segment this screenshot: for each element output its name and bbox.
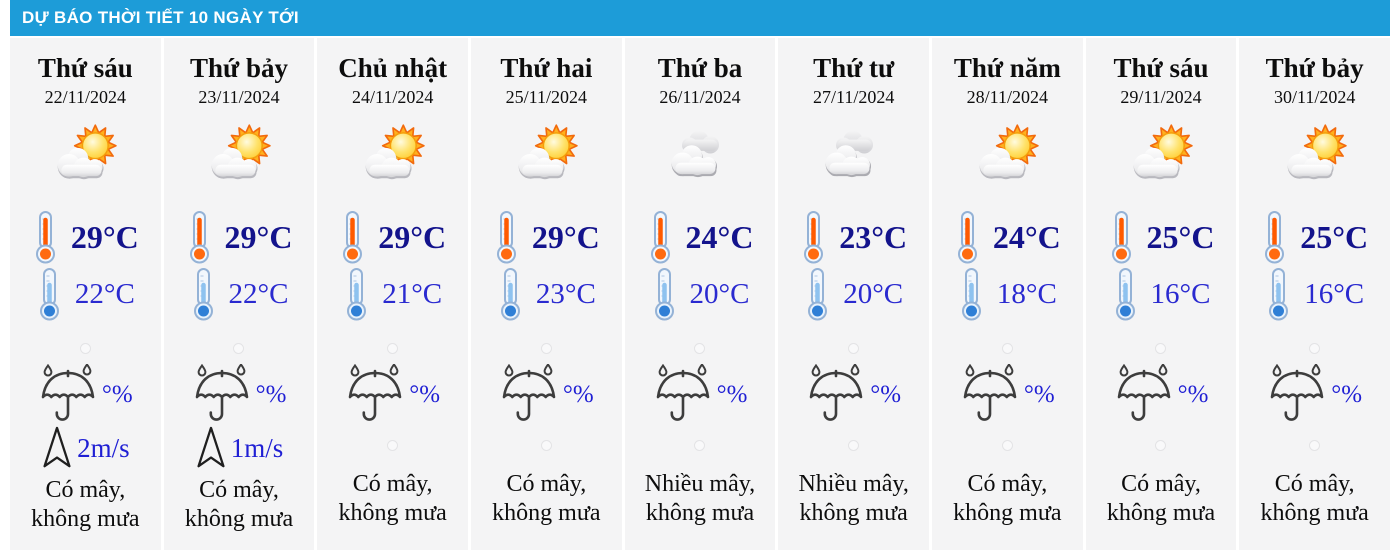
weather-condition-icon [204, 118, 274, 190]
placeholder-dot [80, 343, 91, 354]
forecast-day-column [625, 38, 776, 550]
thermo-high-icon [493, 210, 520, 264]
placeholder-dot-row [80, 342, 91, 354]
wind-row [1309, 426, 1320, 464]
weather-icon [1280, 119, 1350, 189]
weather-condition-icon [665, 118, 735, 190]
placeholder-dot [387, 440, 398, 451]
day-name: Thứ bảy [189, 53, 288, 83]
day-name: Chủ nhật [338, 53, 448, 83]
temp-low-value: 16°C [1150, 277, 1211, 310]
rain-chance-row [806, 364, 901, 426]
weather-icon [204, 119, 274, 189]
placeholder-dot [1309, 440, 1320, 451]
temp-low-value: 16°C [1304, 277, 1365, 310]
rain-chance-row [499, 364, 594, 426]
wind-row [195, 426, 284, 470]
umbrella-icon [653, 364, 713, 426]
umbrella-icon [1267, 364, 1327, 426]
weather-icon [50, 119, 120, 189]
temp-high-row [339, 210, 446, 264]
temp-high-row [32, 210, 139, 264]
weather-icon [358, 119, 428, 189]
umbrella-icon [806, 364, 866, 426]
day-date: 22/11/2024 [44, 87, 126, 107]
rain-chance-row [1114, 364, 1209, 426]
thermo-low-icon [343, 267, 370, 321]
temp-low-value: 20°C [843, 277, 904, 310]
day-name: Thứ tư [813, 53, 895, 83]
temp-low-row [190, 268, 289, 320]
wind-arrow-icon [195, 426, 227, 470]
wind-row [1002, 426, 1013, 464]
placeholder-dot [694, 440, 705, 451]
forecast-grid [10, 38, 1390, 550]
placeholder-dot [694, 343, 705, 354]
wind-speed-value: 1m/s [230, 432, 284, 463]
rain-chance-row [653, 364, 748, 426]
weather-condition-icon [511, 118, 581, 190]
temp-low-row [1265, 268, 1364, 320]
thermo-high-icon [186, 210, 213, 264]
day-date: 27/11/2024 [812, 87, 895, 107]
wind-arrow-icon [41, 426, 73, 470]
weather-description: Có mây, không mưa [953, 471, 1062, 527]
widget-header [10, 0, 1390, 36]
rain-chance-value: °% [101, 381, 133, 408]
placeholder-dot-row [233, 342, 244, 354]
wind-row [541, 426, 552, 464]
forecast-day-column [932, 38, 1083, 550]
weather-condition-icon [1126, 118, 1196, 190]
rain-chance-value: °% [562, 381, 594, 408]
temp-high-value: 25°C [1300, 218, 1369, 255]
umbrella-icon [1114, 364, 1174, 426]
placeholder-dot-row [1155, 342, 1166, 354]
temp-high-row [1108, 210, 1215, 264]
thermo-high-icon [1261, 210, 1288, 264]
day-date: 28/11/2024 [966, 87, 1048, 107]
wind-row [848, 426, 859, 464]
umbrella-icon [192, 364, 252, 426]
placeholder-dot-row [1002, 342, 1013, 354]
weather-condition-icon [1280, 118, 1350, 190]
temp-high-value: 29°C [378, 218, 447, 255]
weather-description: Có mây, không mưa [338, 471, 447, 527]
temp-high-row [493, 210, 600, 264]
weather-description: Có mây, không mưa [184, 477, 294, 533]
day-date: 25/11/2024 [505, 87, 587, 107]
day-date: 23/11/2024 [198, 87, 280, 107]
thermo-low-icon [1265, 267, 1292, 321]
day-name: Thứ sáu [37, 53, 133, 83]
day-date: 26/11/2024 [659, 87, 741, 107]
temp-low-value: 22°C [228, 277, 289, 310]
weather-description: Có mây, không mưa [492, 471, 601, 527]
placeholder-dot [541, 343, 552, 354]
forecast-day-column [164, 38, 315, 550]
temp-high-value: 29°C [224, 218, 293, 255]
temp-high-row [954, 210, 1061, 264]
forecast-day-column [1086, 38, 1237, 550]
temp-low-row [651, 268, 750, 320]
placeholder-dot-row [541, 342, 552, 354]
day-name: Thứ sáu [1113, 53, 1209, 83]
temp-low-value: 22°C [74, 277, 135, 310]
thermo-low-icon [804, 267, 831, 321]
rain-chance-value: °% [1331, 381, 1363, 408]
temp-low-value: 23°C [535, 277, 596, 310]
placeholder-dot [1309, 343, 1320, 354]
rain-chance-row [960, 364, 1055, 426]
temp-high-value: 29°C [531, 218, 600, 255]
day-name: Thứ năm [953, 53, 1061, 83]
weather-description: Có mây, không mưa [31, 477, 140, 533]
day-name: Thứ ba [657, 53, 743, 83]
temp-high-value: 29°C [70, 218, 139, 255]
forecast-day-column [471, 38, 622, 550]
rain-chance-value: °% [255, 381, 287, 408]
temp-low-row [958, 268, 1057, 320]
temp-high-row [186, 210, 293, 264]
thermo-low-icon [36, 267, 63, 321]
thermo-high-icon [1108, 210, 1135, 264]
weather-condition-icon [358, 118, 428, 190]
rain-chance-value: °% [1023, 381, 1055, 408]
weather-condition-icon [50, 118, 120, 190]
temp-high-row [1261, 210, 1368, 264]
temp-low-row [1112, 268, 1211, 320]
placeholder-dot-row [387, 342, 398, 354]
rain-chance-value: °% [1177, 381, 1209, 408]
umbrella-icon [960, 364, 1020, 426]
temp-low-row [804, 268, 903, 320]
rain-chance-row [192, 364, 287, 426]
thermo-low-icon [651, 267, 678, 321]
weather-description: Có mây, không mưa [1106, 471, 1216, 527]
wind-row [1155, 426, 1166, 464]
day-date: 29/11/2024 [1120, 87, 1202, 107]
placeholder-dot [387, 343, 398, 354]
wind-row [41, 426, 130, 470]
rain-chance-row [345, 364, 440, 426]
thermo-high-icon [954, 210, 981, 264]
temp-high-row [647, 210, 754, 264]
weather-icon [665, 119, 735, 189]
rain-chance-row [1267, 364, 1362, 426]
temp-low-row [497, 268, 596, 320]
wind-row [694, 426, 705, 464]
placeholder-dot [848, 343, 859, 354]
temp-high-value: 25°C [1146, 218, 1215, 255]
thermo-low-icon [1112, 267, 1139, 321]
weather-icon [511, 119, 581, 189]
temp-high-value: 24°C [685, 218, 754, 255]
temp-low-value: 20°C [689, 277, 750, 310]
weather-icon [972, 119, 1042, 189]
forecast-day-column [1239, 38, 1390, 550]
thermo-low-icon [190, 267, 217, 321]
temp-low-row [36, 268, 135, 320]
umbrella-icon [499, 364, 559, 426]
weather-description: Nhiều mây, không mưa [798, 471, 909, 527]
weather-description: Có mây, không mưa [1260, 471, 1369, 527]
thermo-high-icon [800, 210, 827, 264]
rain-chance-value: °% [716, 381, 748, 408]
day-name: Thứ bảy [1265, 53, 1364, 83]
placeholder-dot [541, 440, 552, 451]
forecast-day-column [778, 38, 929, 550]
forecast-day-column [317, 38, 468, 550]
placeholder-dot [1002, 343, 1013, 354]
placeholder-dot [233, 343, 244, 354]
thermo-low-icon [958, 267, 985, 321]
rain-chance-row [38, 364, 133, 426]
weather-condition-icon [819, 118, 889, 190]
temp-high-value: 24°C [992, 218, 1061, 255]
temp-high-value: 23°C [839, 218, 908, 255]
rain-chance-value: °% [870, 381, 902, 408]
widget-title: DỰ BÁO THỜI TIẾT 10 NGÀY TỚI [22, 8, 299, 27]
placeholder-dot-row [1309, 342, 1320, 354]
forecast-day-column [10, 38, 161, 550]
umbrella-icon [345, 364, 405, 426]
thermo-high-icon [339, 210, 366, 264]
thermo-high-icon [32, 210, 59, 264]
day-date: 30/11/2024 [1273, 87, 1356, 107]
day-date: 24/11/2024 [351, 87, 434, 107]
temp-high-row [800, 210, 907, 264]
temp-low-value: 18°C [996, 277, 1057, 310]
temp-low-row [343, 268, 442, 320]
placeholder-dot [1155, 343, 1166, 354]
weather-icon [819, 119, 889, 189]
day-name: Thứ hai [500, 53, 593, 83]
weather-condition-icon [972, 118, 1042, 190]
weather-icon [1126, 119, 1196, 189]
umbrella-icon [38, 364, 98, 426]
wind-row [387, 426, 398, 464]
placeholder-dot-row [694, 342, 705, 354]
placeholder-dot [1002, 440, 1013, 451]
thermo-low-icon [497, 267, 524, 321]
placeholder-dot [848, 440, 859, 451]
placeholder-dot-row [848, 342, 859, 354]
thermo-high-icon [647, 210, 674, 264]
placeholder-dot [1155, 440, 1166, 451]
temp-low-value: 21°C [382, 277, 443, 310]
weather-description: Nhiều mây, không mưa [644, 471, 756, 527]
wind-speed-value: 2m/s [77, 432, 130, 463]
rain-chance-value: °% [409, 381, 441, 408]
